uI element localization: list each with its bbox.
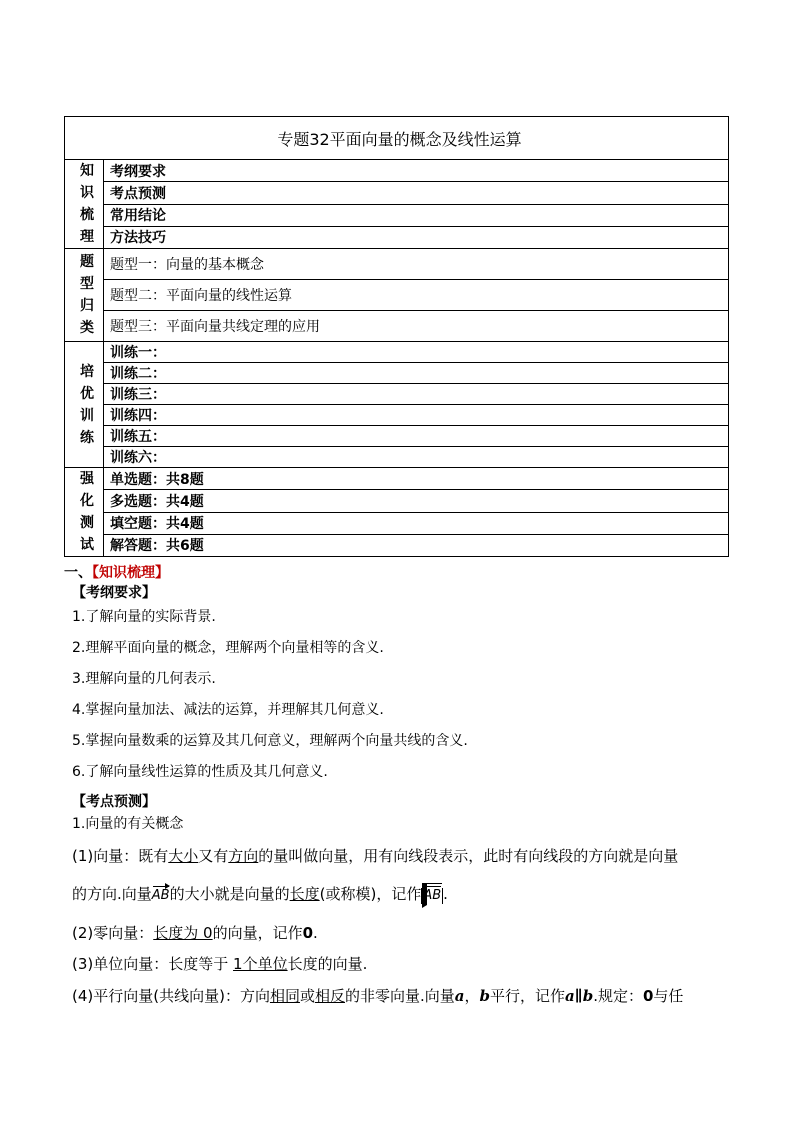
paragraph-vector-definition-cont: 的方向.向量AB的大小就是向量的长度(或称模)，记作 AB . — [72, 885, 448, 903]
syllabus-item: 1.了解向量的实际背景. — [72, 609, 216, 625]
paragraph-parallel-vectors: (4)平行向量(共线向量)：方向相同或相反的非零向量.向量a，b平行，记作a∥b.规定：0与任 — [72, 987, 684, 1005]
outline-item[interactable]: 训练二： — [104, 363, 729, 384]
outline-item[interactable]: 方法技巧 — [104, 226, 729, 248]
outline-item[interactable]: 训练五： — [104, 426, 729, 447]
vector-ab: AB — [151, 888, 170, 903]
paragraph-vector-definition: (1)向量：既有大小又有方向的量叫做向量，用有向线段表示，此时有向线段的方向就是向量 — [72, 847, 679, 865]
outline-item[interactable]: 题型三：平面向量共线定理的应用 — [104, 311, 729, 342]
category-tests: 强 化 测 试 — [65, 468, 104, 557]
outline-item[interactable]: 训练一： — [104, 342, 729, 363]
paragraph-unit-vector: (3)单位向量：长度等于 1个单位长度的向量. — [72, 955, 368, 973]
category-knowledge: 知 识 梳 理 — [65, 160, 104, 249]
category-training: 培 优 训 练 — [65, 342, 104, 468]
syllabus-item: 5.掌握向量数乘的运算及其几何意义，理解两个向量共线的含义. — [72, 733, 468, 749]
concept-heading: 1.向量的有关概念 — [72, 816, 184, 832]
category-question-types: 题 型 归 类 — [65, 249, 104, 342]
syllabus-heading: 【考纲要求】 — [72, 585, 156, 601]
vector-ab-magnitude: AB — [423, 888, 442, 903]
outline-item[interactable]: 训练四： — [104, 405, 729, 426]
section-heading: 一、【知识梳理】 — [64, 565, 169, 581]
forecast-heading: 【考点预测】 — [72, 794, 156, 810]
syllabus-item: 2.理解平面向量的概念，理解两个向量相等的含义. — [72, 640, 384, 656]
outline-item[interactable]: 考纲要求 — [104, 160, 729, 182]
outline-item[interactable]: 题型二：平面向量的线性运算 — [104, 280, 729, 311]
syllabus-item: 6.了解向量线性运算的性质及其几何意义. — [72, 764, 328, 780]
outline-item[interactable]: 多选题：共4题 — [104, 490, 729, 512]
syllabus-item: 4.掌握向量加法、减法的运算，并理解其几何意义. — [72, 702, 384, 718]
document-title: 专题32平面向量的概念及线性运算 — [65, 117, 729, 160]
paragraph-zero-vector: (2)零向量：长度为 0的向量，记作0. — [72, 924, 318, 942]
outline-item[interactable]: 训练三： — [104, 384, 729, 405]
outline-item[interactable]: 解答题：共6题 — [104, 534, 729, 556]
outline-item[interactable]: 训练六： — [104, 447, 729, 468]
outline-item[interactable]: 单选题：共8题 — [104, 468, 729, 490]
outline-item[interactable]: 填空题：共4题 — [104, 512, 729, 534]
outline-item[interactable]: 常用结论 — [104, 204, 729, 226]
outline-item[interactable]: 题型一：向量的基本概念 — [104, 249, 729, 280]
outline-item[interactable]: 考点预测 — [104, 182, 729, 204]
syllabus-item: 3.理解向量的几何表示. — [72, 671, 216, 687]
outline-table — [64, 116, 729, 557]
